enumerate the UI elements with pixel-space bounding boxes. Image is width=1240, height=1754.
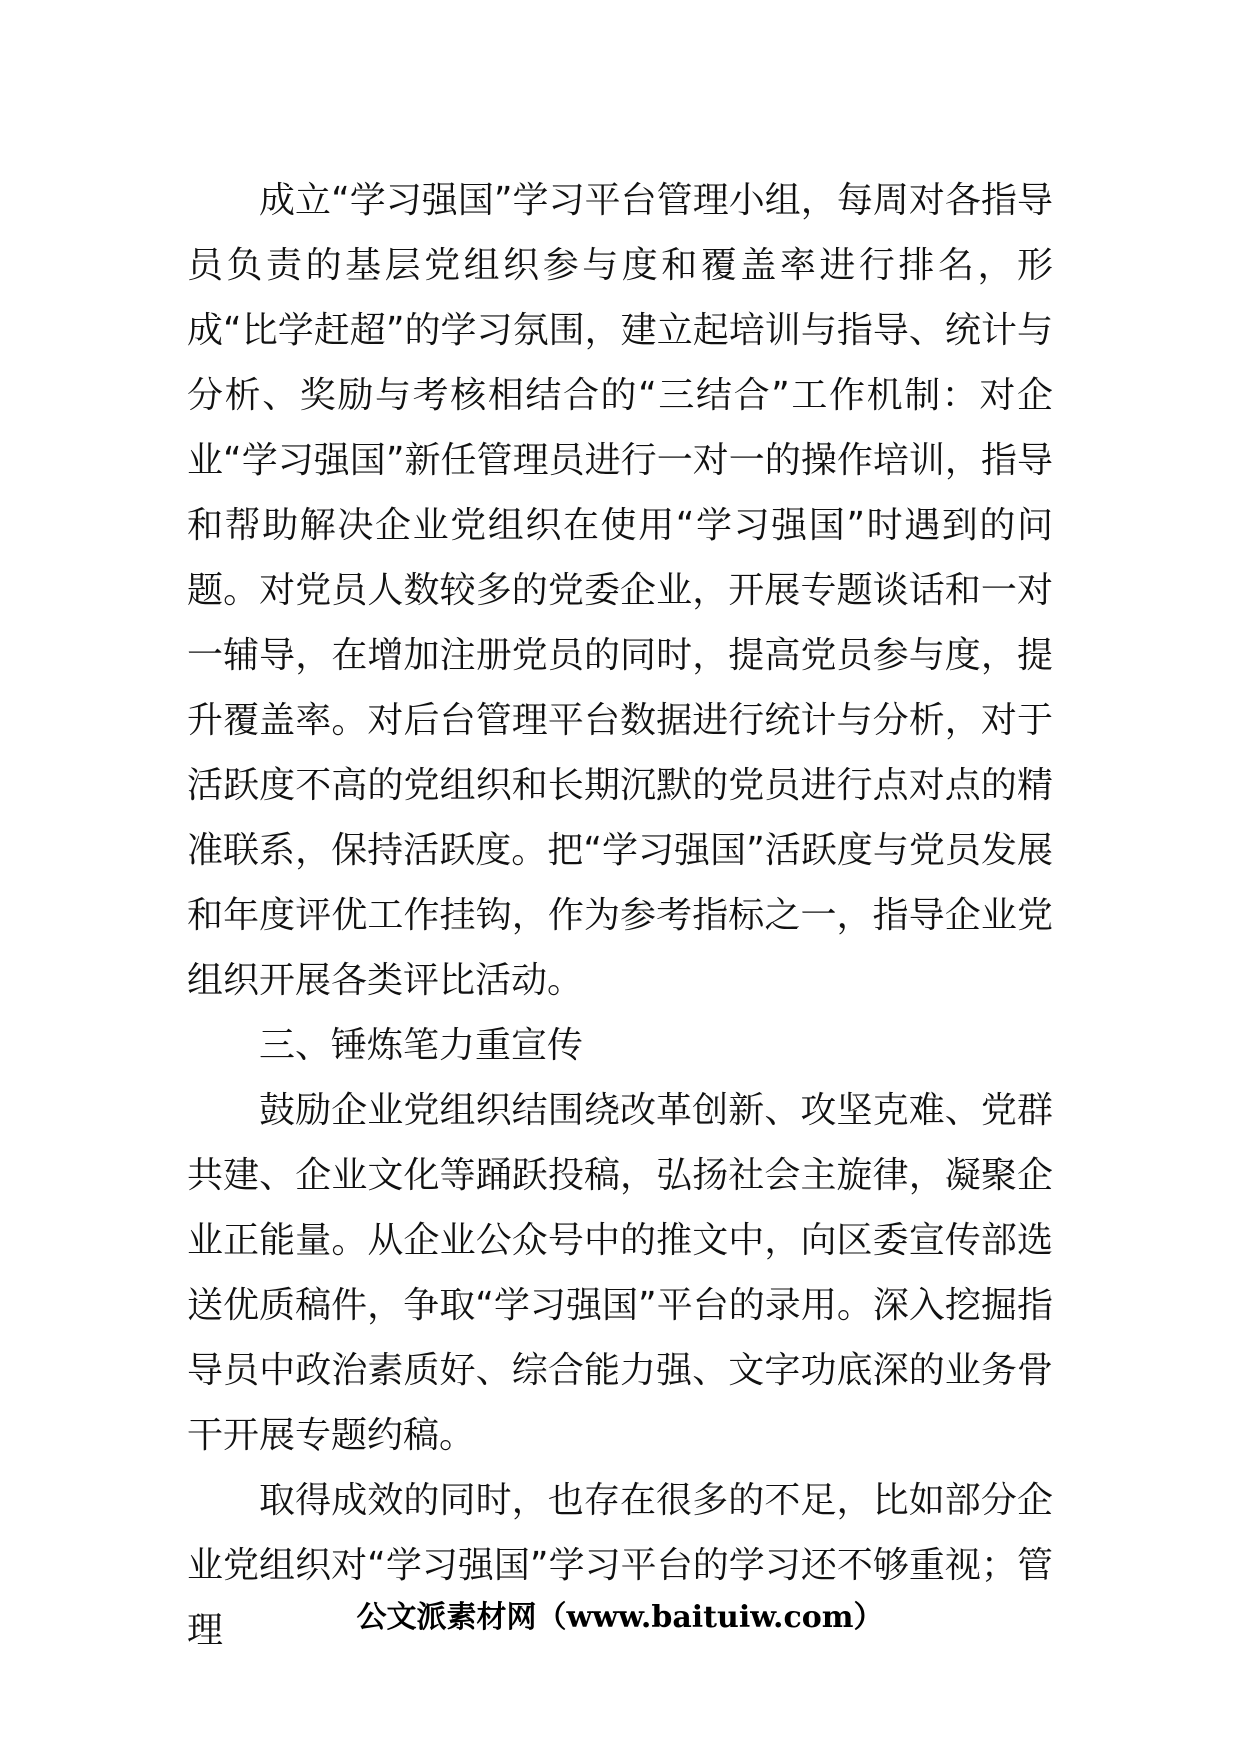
paragraph-training-mechanism: 成立“学习强国”学习平台管理小组，每周对各指导员负责的基层党组织参与度和覆盖率进行排名，形成“比学赶超”的学习氛围，建立起培训与指导、统计与分析、奖励与考核相结合的“三结合”工作机制：对企业“学习强国”新任管理员进行一对一的操作培训，指导和帮助解决企业党组织在使用“学习强国”时遇到的问题。对党员人数较多的党委企业，开展专题谈话和一对一辅导，在增加注册党员的同时，提高党员参与度，提升覆盖率。对后台管理平台数据进行统计与分析，对于活跃度不高的党组织和长期沉默的党员进行点对点的精准联系，保持活跃度。把“学习强国”活跃度与党员发展和年度评优工作挂钩，作为参考指标之一，指导企业党组织开展各类评比活动。 [187,180,1053,1001]
footer-watermark: 公文派素材网（www.baituiw.com） [356,1600,884,1635]
paragraph-shortcomings: 取得成效的同时，也存在很多的不足，比如部分企业党组织对“学习强国”学习平台的学习还不够重视；管理 [187,1480,1053,1651]
paragraph-publicity: 鼓励企业党组织结围绕改革创新、攻坚克难、党群共建、企业文化等踊跃投稿，弘扬社会主旋律，凝聚企业正能量。从企业公众号中的推文中，向区委宣传部选送优质稿件，争取“学习强国”平台的录用。深入挖掘指导员中政治素质好、综合能力强、文字功底深的业务骨干开展专题约稿。 [187,1090,1053,1456]
section-heading-publicity: 三、锤炼笔力重宣传 [259,1025,584,1066]
document-body [187,168,1053,1663]
